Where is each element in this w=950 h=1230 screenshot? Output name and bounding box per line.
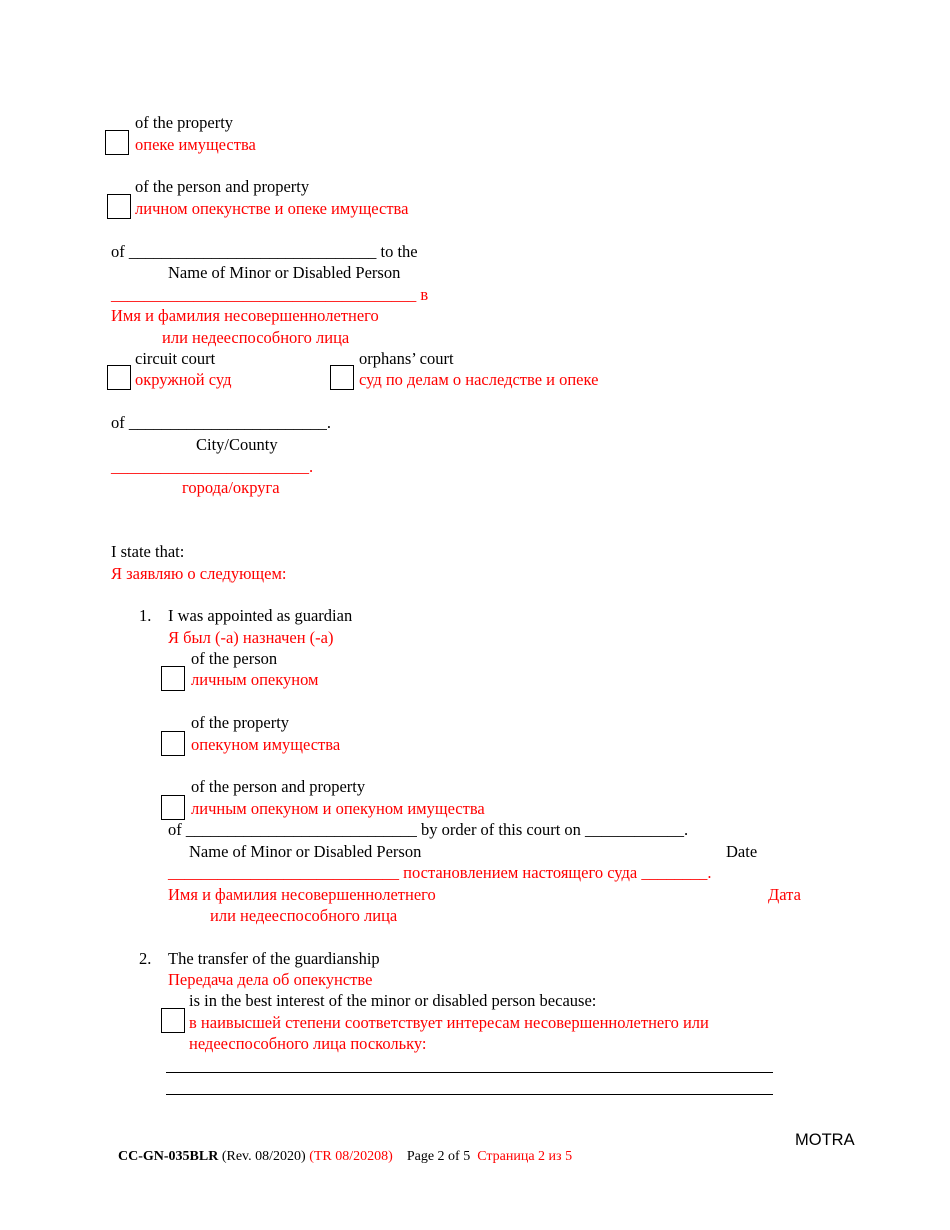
- item-2-heading-en: The transfer of the guardianship: [168, 949, 380, 968]
- item-1-date-caption-en: Date: [726, 842, 758, 861]
- item-1-heading-en: I was appointed as guardian: [168, 606, 353, 625]
- guardian-of-property-checkbox[interactable]: [161, 731, 185, 756]
- form-id: CC-GN-035BLR: [118, 1149, 219, 1164]
- guardian-of-person-and-property-label-ru: личным опекуном и опекуном имущества: [191, 799, 485, 818]
- item-1-name-caption-ru-1: Имя и фамилия несовершеннолетнего: [168, 885, 436, 904]
- city-county-caption-en: City/County: [196, 435, 278, 454]
- city-county-line-en: of ________________________.: [111, 413, 331, 432]
- minor-name-line-en: of ______________________________ to the: [111, 242, 418, 261]
- orphans-court-label-ru: суд по делам о наследстве и опеке: [359, 370, 599, 389]
- reason-answer-line-1[interactable]: [166, 1072, 773, 1073]
- person-and-property-label-en: of the person and property: [135, 177, 310, 196]
- best-interest-label-ru-1: в наивысшей степени соответствует интересам несовершеннолетнего или: [189, 1013, 709, 1032]
- property-label-ru: опеке имущества: [135, 135, 256, 154]
- statement-en: I state that:: [111, 542, 185, 561]
- item-1-name-caption-en: Name of Minor or Disabled Person: [189, 842, 422, 861]
- item-1-order-line-en: of ____________________________ by order of this court on ____________.: [168, 820, 689, 839]
- guardian-of-property-label-en: of the property: [191, 713, 290, 732]
- page-number-ru: Страница 2 из 5: [477, 1149, 573, 1164]
- best-interest-checkbox[interactable]: [161, 1008, 185, 1033]
- guardian-of-person-label-ru: личным опекуном: [191, 670, 319, 689]
- item-1-name-caption-ru-2: или недееспособного лица: [210, 906, 398, 925]
- best-interest-label-en: is in the best interest of the minor or disabled person because:: [189, 991, 597, 1010]
- property-checkbox[interactable]: [105, 130, 129, 155]
- guardian-of-person-label-en: of the person: [191, 649, 278, 668]
- page-number-en: Page 2 of 5: [406, 1149, 471, 1164]
- property-label-en: of the property: [135, 113, 234, 132]
- footer: [111, 1136, 572, 1164]
- item-1-number: 1.: [139, 606, 152, 625]
- minor-name-line-ru: _____________________________________ в: [111, 285, 429, 304]
- item-2-heading-ru: Передача дела об опекунстве: [168, 970, 373, 989]
- minor-name-caption-ru-1: Имя и фамилия несовершеннолетнего: [111, 306, 379, 325]
- item-1-order-line-ru: ____________________________ постановлением настоящего суда ________.: [168, 863, 712, 882]
- minor-name-caption-ru-2: или недееспособного лица: [162, 328, 350, 347]
- circuit-court-label-en: circuit court: [135, 349, 216, 368]
- person-and-property-checkbox[interactable]: [107, 194, 131, 219]
- guardian-of-property-label-ru: опекуном имущества: [191, 735, 341, 754]
- brand-label: MOTRA: [795, 1131, 855, 1149]
- circuit-court-label-ru: окружной суд: [135, 370, 232, 389]
- best-interest-label-ru-2: недееспособного лица поскольку:: [189, 1034, 427, 1053]
- statement-ru: Я заявляю о следующем:: [111, 564, 287, 583]
- reason-answer-line-2[interactable]: [166, 1094, 773, 1095]
- orphans-court-checkbox[interactable]: [330, 365, 354, 390]
- minor-name-caption-en: Name of Minor or Disabled Person: [168, 263, 401, 282]
- guardian-of-person-checkbox[interactable]: [161, 666, 185, 691]
- form-revision: (Rev. 08/2020): [218, 1149, 310, 1164]
- guardian-of-person-and-property-checkbox[interactable]: [161, 795, 185, 820]
- city-county-line-ru: ________________________.: [111, 457, 314, 476]
- item-1-heading-ru: Я был (-а) назначен (-а): [168, 628, 334, 647]
- item-1-date-caption-ru: Дата: [768, 885, 801, 904]
- city-county-caption-ru: города/округа: [182, 478, 280, 497]
- circuit-court-checkbox[interactable]: [107, 365, 131, 390]
- translation-revision: (TR 08/20208): [309, 1149, 393, 1164]
- guardian-of-person-and-property-label-en: of the person and property: [191, 777, 366, 796]
- orphans-court-label-en: orphans’ court: [359, 349, 454, 368]
- item-2-number: 2.: [139, 949, 152, 968]
- person-and-property-label-ru: личном опекунстве и опеке имущества: [135, 199, 409, 218]
